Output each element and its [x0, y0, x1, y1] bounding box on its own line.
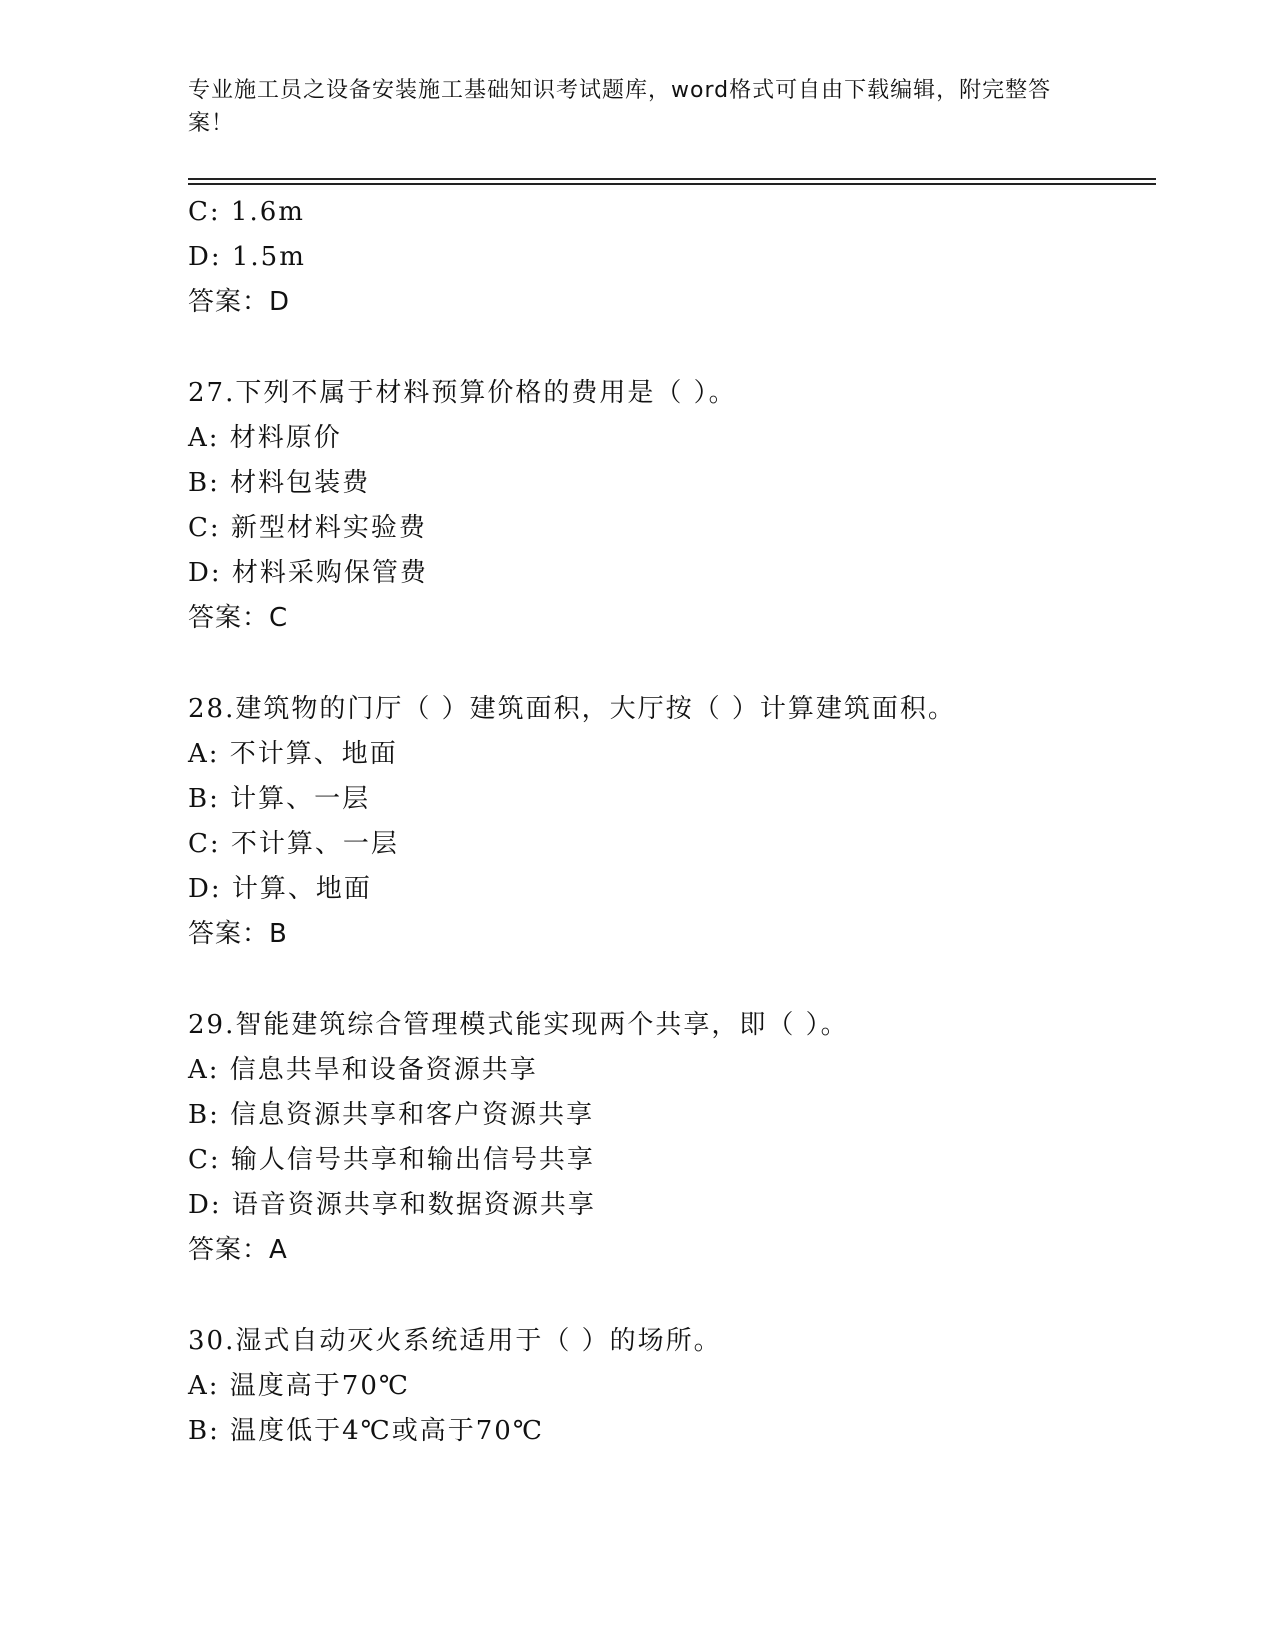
option-b: B: 计算、一层 [188, 784, 371, 814]
answer-line: 答案：D [188, 287, 291, 317]
question-text: 30.湿式自动灭火系统适用于（ ）的场所。 [188, 1326, 722, 1356]
option-a: A: 信息共旱和设备资源共享 [188, 1055, 538, 1085]
spacer [188, 325, 1156, 371]
question-block-30 [188, 1319, 1156, 1454]
question-text: 27.下列不属于材料预算价格的费用是（ ）。 [188, 378, 737, 408]
answer-line: 答案：A [188, 1235, 288, 1265]
header-rule-bottom [188, 183, 1156, 185]
question-block-28 [188, 687, 1156, 957]
question-block-26 [188, 190, 1156, 325]
spacer [188, 957, 1156, 1003]
answer-line: 答案：B [188, 919, 288, 949]
option-c: C: 1.6m [188, 197, 305, 227]
question-text: 29.智能建筑综合管理模式能实现两个共享，即（ ）。 [188, 1010, 849, 1040]
option-a: A: 温度高于70℃ [188, 1371, 410, 1401]
header-rule-top [188, 178, 1156, 180]
document-content [188, 190, 1156, 1454]
option-b: B: 温度低于4℃或高于70℃ [188, 1416, 544, 1446]
option-c: C: 输人信号共享和输出信号共享 [188, 1145, 595, 1175]
option-a: A: 不计算、地面 [188, 739, 398, 769]
spacer [188, 1273, 1156, 1319]
option-d: D: 1.5m [188, 242, 306, 272]
document-header: 专业施工员之设备安装施工基础知识考试题库，word格式可自由下载编辑，附完整答案！ [188, 78, 1052, 136]
spacer [188, 641, 1156, 687]
option-d: D: 语音资源共享和数据资源共享 [188, 1190, 596, 1220]
option-d: D: 计算、地面 [188, 874, 372, 904]
option-c: C: 新型材料实验费 [188, 513, 427, 543]
option-a: A: 材料原价 [188, 423, 342, 453]
answer-line: 答案：C [188, 603, 289, 633]
option-b: B: 材料包装费 [188, 468, 371, 498]
option-d: D: 材料采购保管费 [188, 558, 428, 588]
question-text: 28.建筑物的门厅（ ）建筑面积，大厅按（ ）计算建筑面积。 [188, 694, 956, 724]
option-c: C: 不计算、一层 [188, 829, 399, 859]
question-block-27 [188, 371, 1156, 641]
option-b: B: 信息资源共享和客户资源共享 [188, 1100, 595, 1130]
question-block-29 [188, 1003, 1156, 1273]
